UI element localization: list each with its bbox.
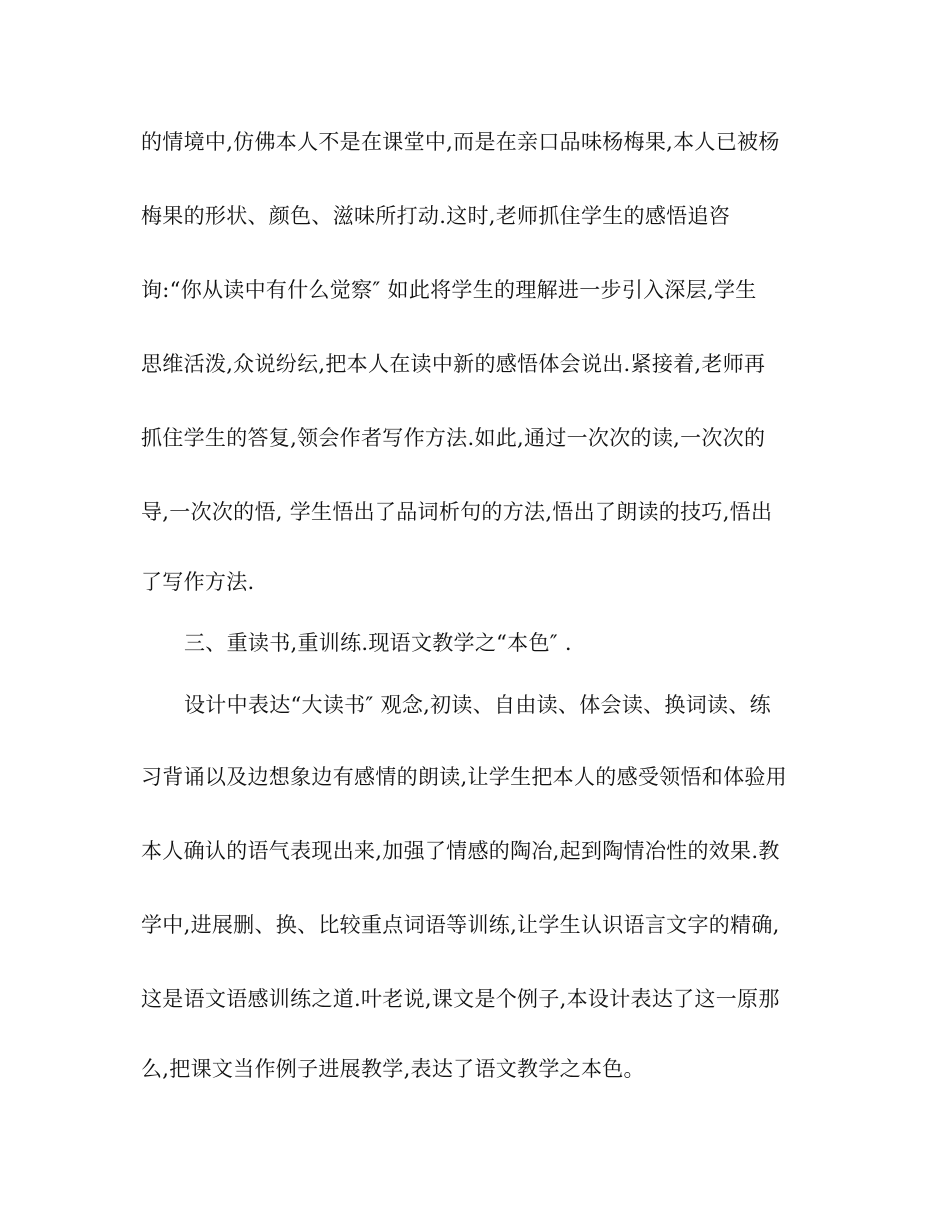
paragraph-line: 这是语文语感训练之道.叶老说,课文是个例子,本设计表达了这一原那 xyxy=(141,987,780,1011)
paragraph-line: 习背诵以及边想象边有感情的朗读,让学生把本人的感受领悟和体验用 xyxy=(141,765,787,789)
paragraph-line: 的情境中,仿佛本人不是在课堂中,而是在亲口品味杨梅果,本人已被杨 xyxy=(141,130,780,154)
paragraph-line: 抓住学生的答复,领会作者写作方法.如此,通过一次次的读,一次次的 xyxy=(141,426,766,450)
paragraph-line: 设计中表达“大读书″ 观念,初读、自由读、体会读、换词读、练 xyxy=(184,693,771,717)
section-heading: 三、重读书,重训练.现语文教学之“本色″ . xyxy=(184,631,572,655)
paragraph-line: 本人确认的语气表现出来,加强了情感的陶冶,起到陶情冶性的效果.教 xyxy=(141,839,780,863)
paragraph-line: 学中,进展删、换、比较重点词语等训练,让学生认识语言文字的精确, xyxy=(141,913,780,937)
paragraph-line: 导,一次次的悟, 学生悟出了品词析句的方法,悟出了朗读的技巧,悟出 xyxy=(141,500,773,524)
paragraph-line: 了写作方法. xyxy=(141,570,255,594)
paragraph-line: 思维活泼,众说纷纭,把本人在读中新的感悟体会说出.紧接着,老师再 xyxy=(141,352,766,376)
paragraph-line: 询:“你从读中有什么觉察″ 如此将学生的理解进一步引入深层,学生 xyxy=(141,278,757,302)
paragraph-line: 梅果的形状、颜色、滋味所打动.这时,老师抓住学生的感悟追咨 xyxy=(141,204,731,228)
paragraph-line: 么,把课文当作例子进展教学,表达了语文教学之本色。 xyxy=(141,1057,645,1081)
